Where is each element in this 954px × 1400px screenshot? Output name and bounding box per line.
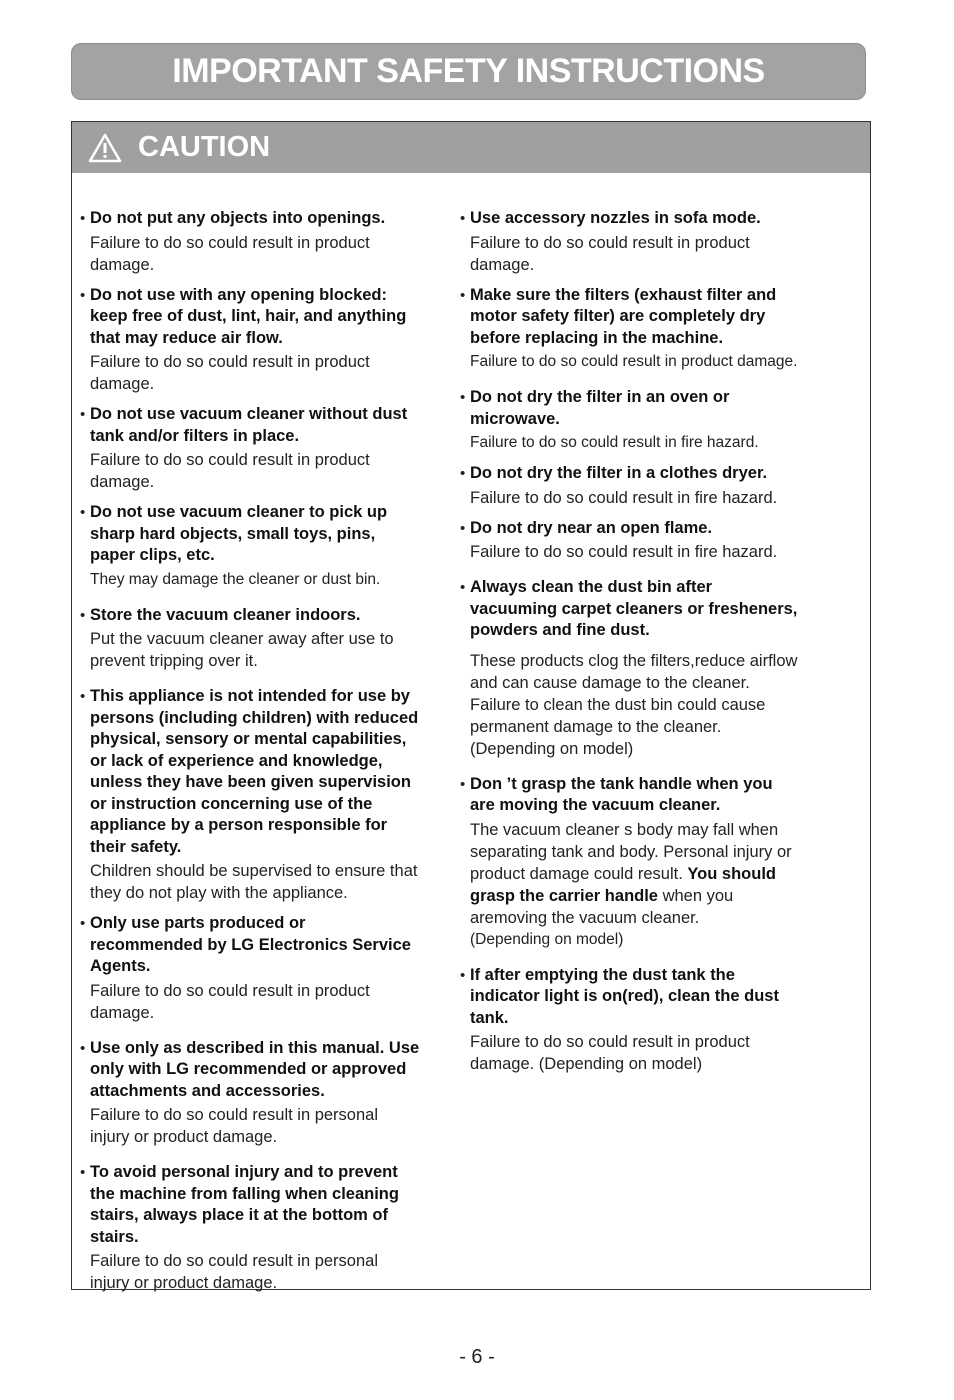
list-item [460, 387, 800, 454]
list-item [460, 518, 800, 564]
item-heading: • If after emptying the dust tank the indicator light is on(red), clean the dust tank. [470, 965, 779, 1027]
list-item [80, 686, 420, 904]
item-body: Failure to do so could result in product damage. [470, 353, 798, 370]
item-heading: • Don ’t grasp the tank handle when you are moving the vacuum cleaner. [470, 774, 773, 814]
item-heading: • Use only as described in this manual. Use only with LG recommended or approved attachments and accessories. [90, 1038, 420, 1100]
title-banner [71, 43, 866, 100]
list-item [460, 965, 800, 1076]
item-heading: • Do not use vacuum cleaner without dust tank and/or filters in place. [90, 405, 408, 445]
caution-header [72, 122, 870, 173]
item-heading: • Do not dry near an open flame. [470, 518, 713, 537]
body-text: The vacuum cleaner s body may fall when separating tank and body. Personal injury or product damage could result. [470, 820, 792, 883]
list-item [80, 1162, 420, 1294]
item-body: Failure to do so could result in product damage. [90, 353, 370, 393]
left-column [80, 208, 420, 1303]
item-heading: • Do not dry the filter in an oven or microwave. [470, 388, 730, 428]
item-note: (Depending on model) [470, 930, 624, 948]
list-item [80, 502, 420, 591]
item-heading: • Do not use with any opening blocked: keep free of dust, lint, hair, and anything that may reduce air flow. [90, 285, 407, 347]
item-body: Failure to do so could result in product damage. [470, 233, 750, 274]
item-body: They may damage the cleaner or dust bin. [90, 570, 381, 588]
item-body: These products clog the filters,reduce airflow and can cause damage to the cleaner. Failure to clean the dust bin could cause permanent damage to the cleaner. (Depending on model) [470, 651, 798, 758]
list-item [460, 285, 800, 374]
body-text: when you aremoving the vacuum cleaner. [470, 886, 734, 927]
item-heading: • Do not dry the filter in a clothes dryer. [470, 464, 768, 482]
caution-label: CAUTION [138, 131, 271, 163]
item-heading: • To avoid personal injury and to prevent the machine from falling when cleaning stairs, always place it at the bottom of stairs. [90, 1163, 399, 1246]
item-body: Put the vacuum cleaner away after use to prevent tripping over it. [90, 630, 394, 670]
item-body: Failure to do so could result in fire hazard. [470, 488, 778, 507]
list-item [80, 285, 420, 396]
item-body: Failure to do so could result in product damage. [90, 451, 370, 491]
item-body [470, 819, 800, 929]
list-item [460, 208, 800, 276]
item-heading: • Use accessory nozzles in sofa mode. [470, 209, 761, 227]
list-item [460, 463, 800, 509]
item-body: Failure to do so could result in fire hazard. [470, 434, 759, 451]
list-item [80, 605, 420, 673]
item-body: Failure to do so could result in product damage. (Depending on model) [470, 1033, 750, 1073]
item-body: Failure to do so could result in product damage. [90, 981, 370, 1022]
item-heading: • Do not put any objects into openings. [90, 209, 386, 227]
list-item [460, 774, 800, 951]
item-body: Failure to do so could result in fire hazard. [470, 543, 778, 561]
page-title: IMPORTANT SAFETY INSTRUCTIONS [172, 52, 765, 90]
right-column [460, 208, 800, 1084]
item-heading: • Store the vacuum cleaner indoors. [90, 605, 361, 624]
item-body: Failure to do so could result in personal injury or product damage. [90, 1252, 378, 1292]
item-heading: • Only use parts produced or recommended by LG Electronics Service Agents. [90, 914, 411, 975]
list-item [80, 1038, 420, 1149]
item-heading: • Make sure the filters (exhaust filter and motor safety filter) are completely dry before replacing in the machine. [470, 285, 777, 347]
item-heading: • Do not use vacuum cleaner to pick up sharp hard objects, small toys, pins, paper clips, etc. [90, 503, 388, 564]
item-body: Failure to do so could result in personal injury or product damage. [90, 1106, 378, 1146]
item-heading: • This appliance is not intended for use by persons (including children) with reduced physical, sensory or mental capabilities, or lack of experience and knowledge, unless they have been given supervision or instruction concerning use of the appliance by a person responsible for their safety. [90, 687, 419, 856]
body-emphasis: You should grasp the carrier handle [470, 864, 776, 905]
list-item [80, 208, 420, 276]
list-item [460, 577, 800, 760]
item-heading: • Always clean the dust bin after vacuuming carpet cleaners or fresheners, powders and fine dust. [470, 578, 798, 639]
item-body: Children should be supervised to ensure that they do not play with the appliance. [90, 862, 418, 902]
page-number: - 6 - [459, 1346, 495, 1368]
list-item [80, 913, 420, 1024]
list-item [80, 404, 420, 493]
item-body: Failure to do so could result in product damage. [90, 233, 370, 274]
caution-panel [71, 121, 871, 1290]
warning-triangle-icon [88, 133, 122, 163]
